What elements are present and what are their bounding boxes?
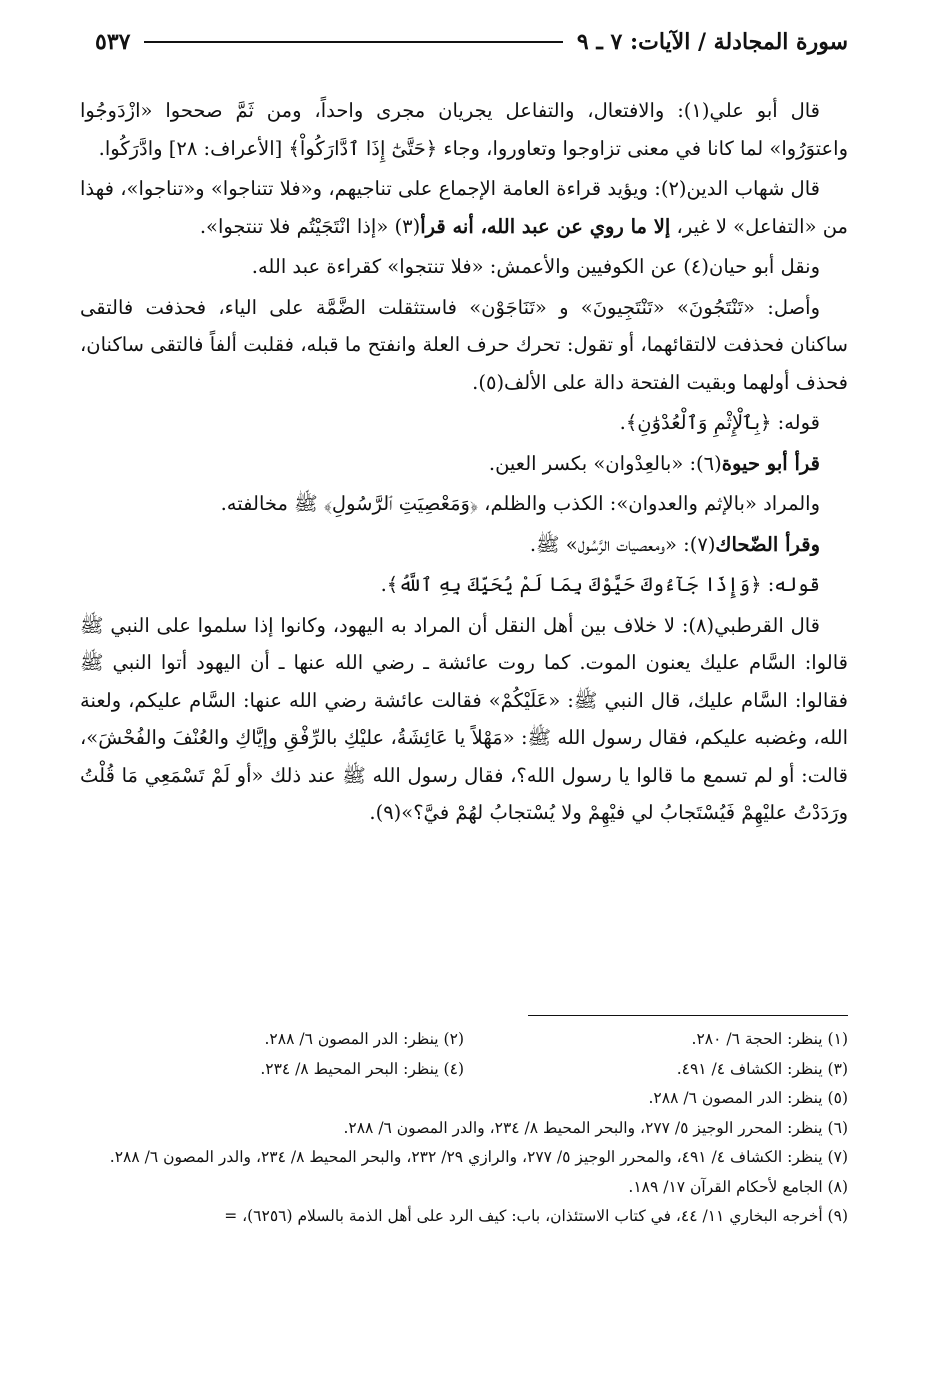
footnote-5: (٥) ينظر: الدر المصون ٦/ ٢٨٨. xyxy=(648,1089,848,1107)
footnote-4: (٤) ينظر: البحر المحيط ٨/ ٢٣٤. xyxy=(260,1059,464,1078)
bold-span: إلا ما روي عن عبد الله، أنه قرأ xyxy=(420,214,671,238)
text-span: (٦): «بالعِدْوان» بكسر العين. xyxy=(488,451,722,475)
paragraph-qawluhu-2: قوله: ﴿وَإِذَا جَآءُوكَ حَيَّوْكَ بِمَا لَمْ يُحَيِّكَ بِهِ ٱللَّهُ﴾. xyxy=(380,573,820,596)
footnote-row xyxy=(80,1025,848,1055)
text-span: (٧): «ومعصيات الرَّسُول» ﷺ. xyxy=(529,532,716,556)
paragraph-qawluhu-1: قوله: ﴿بِٱلْإِثْمِ وَٱلْعُدْوَٰنِ﴾. xyxy=(619,411,820,434)
paragraph-abu-ali xyxy=(80,92,848,167)
page-number: ٥٣٧ xyxy=(95,29,131,55)
text-span: (٣) «إذا انْتَجَيْتُم فلا تنتجوا». xyxy=(199,214,421,238)
footnote-separator xyxy=(528,1015,848,1016)
paragraph-abu-hayyan: ونقل أبو حيان(٤) عن الكوفيين والأعمش: «فلا تنتجوا» كقراءة عبد الله. xyxy=(251,255,820,278)
footnote-6: (٦) ينظر: المحرر الوجيز ٥/ ٢٧٧، والبحر المحيط ٨/ ٢٣٤، والدر المصون ٦/ ٢٨٨. xyxy=(343,1118,848,1137)
header-rule xyxy=(144,41,562,43)
text-line: «ازْدَوجُوا واعتوَرُوا» لما كانا في معنى تزاوجوا وتعاوروا، وجاء ﴿حَتَّىٰٓ إِذَا ٱدَّارَكُواْ﴾ xyxy=(80,99,848,160)
footnote-3: (٣) ينظر: الكشاف ٤/ ٤٩١. xyxy=(676,1059,848,1078)
footnote-row xyxy=(80,1055,848,1085)
text-span: قال شهاب الدين(٢): ويؤيد قراءة العامة الإجماع على تناجيهم، و«فلا تتناجوا» و«تناجوا»، فهذا من «التفاعل» لا غير، xyxy=(80,177,848,238)
text-line: قال أبو علي(١): والافتعال، والتفاعل يجريان مجرى واحداً، ومن ثَمَّ صححوا xyxy=(165,99,821,122)
running-header xyxy=(95,22,848,62)
footnote-8: (٨) الجامع لأحكام القرآن ١٧/ ١٨٩. xyxy=(628,1177,848,1196)
footnote-9: (٩) أخرجه البخاري ١١/ ٤٤، في كتاب الاستئذان، باب: كيف الرد على أهل الذمة بالسلام (٦٢٥٦)، = xyxy=(224,1207,848,1225)
paragraph-shihab xyxy=(80,170,848,245)
paragraph-abu-haywa xyxy=(80,445,848,483)
paragraph-asl: وأصل: «تَنْتَجُونَ» «تَنْتَجِيونَ» و «تَنَاجَوْن» فاستثقلت الضَّمَّة على الياء، فحذفت فالتقى ساكنان فحذفت لالتقائهما، أو تقول: تحرك حرف العلة وانفتح ما قبله، فقلبت ألفاً فالتقى ساكنان، فحذف أولهما وبقيت الفتحة دالة على الألف(٥). xyxy=(80,295,848,394)
surah-title: سورة المجادلة / الآيات: ٧ ـ ٩ xyxy=(576,29,848,55)
footnote-7: (٧) ينظر: الكشاف ٤/ ٤٩١، والمحرر الوجيز ٥/ ٢٧٧، والرازي ٢٩/ ٢٣٢، والبحر المحيط ٨/ ٢٣٤، والدر المصون ٦/ ٢٨٨. xyxy=(109,1148,848,1166)
main-text xyxy=(80,92,848,835)
paragraph-qurtubi: قال القرطبي(٨): لا خلاف بين أهل النقل أن المراد به اليهود، وكانوا إذا سلموا على النبي ﷺ قالوا: السَّام عليك يعنون الموت. كما روت عائشة ـ رضي الله عنها ـ أن اليهود أتوا النبي ﷺ فقالوا: السَّام عليك، قال النبي ﷺ: «عَلَيْكُمْ» فقالت عائشة رضي الله عنها: السَّام عليكم، ولعنة الله، وغضبه عليكم، فقال رسول الله ﷺ: «مَهْلاً يا عَائِشَةُ، عليْكِ بالرِّفْقِ وإيَّاكِ والعُنْفَ والفُحْشَ»، قالت: أو لم تسمع ما قالوا يا رسول الله؟، فقال رسول الله ﷺ عند ذلك «أو لَمْ تَسْمَعِي مَا قُلْتُ ورَدَدْتُ عليْهِمْ فَيُسْتَجابُ لي فيْهِمْ ولا يُسْتجابُ لهُمْ فيَّ؟»(٩). xyxy=(80,613,848,824)
paragraph-murad: والمراد «بالإثم والعدوان»: الكذب والظلم، ﴿وَمَعْصِيَتِ ٱلرَّسُولِ﴾ ﷺ مخالفته. xyxy=(220,492,820,515)
bold-span: قرأ أبو حيوة xyxy=(721,451,820,475)
paragraph-dahhak xyxy=(80,526,848,564)
footnotes xyxy=(80,1025,848,1232)
footnote-1: (١) ينظر: الحجة ٦/ ٢٨٠. xyxy=(691,1030,848,1048)
bold-span: وقرأ الضّحاك xyxy=(715,532,820,556)
footnote-2: (٢) ينظر: الدر المصون ٦/ ٢٨٨. xyxy=(264,1030,464,1048)
text-line: [الأعراف: ٢٨] وادَّرَكُوا. xyxy=(98,136,283,160)
